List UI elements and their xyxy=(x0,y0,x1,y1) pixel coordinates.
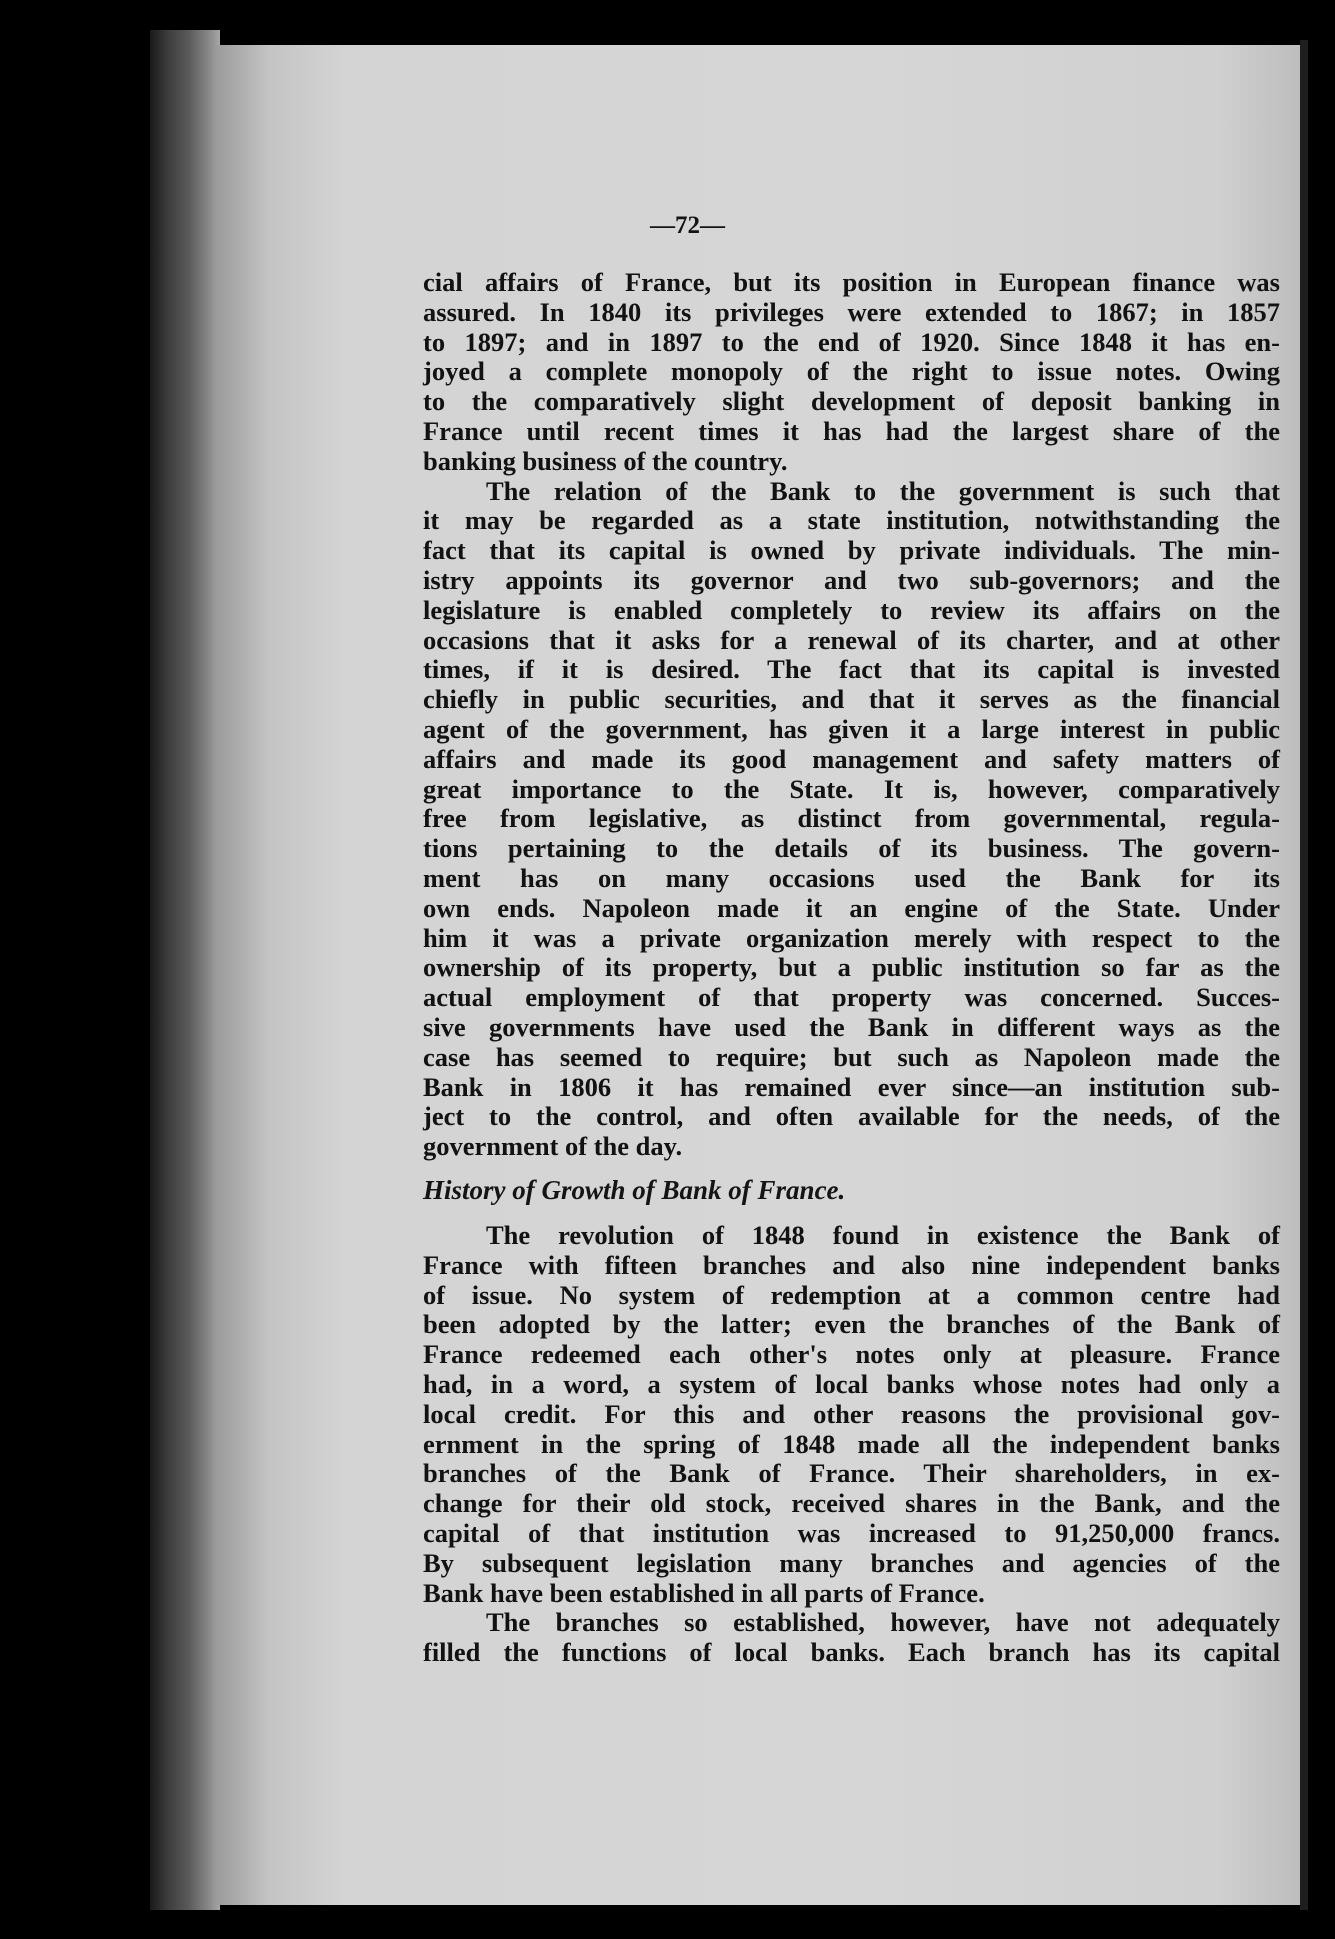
text-line: had, in a word, a system of local banks whose notes had only a xyxy=(423,1368,1280,1399)
text-line: him it was a private organization merely with respect to the xyxy=(423,922,1280,953)
text-line: been adopted by the latter; even the branches of the Bank of xyxy=(423,1309,1280,1340)
book-spine xyxy=(150,30,220,1910)
text-line: fact that its capital is owned by private individuals. The min- xyxy=(423,535,1280,566)
text-line: France with fifteen branches and also nine independent banks xyxy=(423,1249,1280,1280)
text-line: cial affairs of France, but its position in European finance was xyxy=(423,267,1280,297)
text-line: it may be regarded as a state institution, notwithstanding the xyxy=(423,505,1280,536)
text-line: Bank in 1806 it has remained ever since—an institution sub- xyxy=(423,1071,1280,1102)
text-line: times, if it is desired. The fact that its capital is invested xyxy=(423,654,1280,685)
text-line: ownership of its property, but a public institution so far as the xyxy=(423,952,1280,983)
text-line: legislature is enabled completely to review its affairs on the xyxy=(423,594,1280,625)
text-line: agent of the government, has given it a large interest in public xyxy=(423,713,1280,744)
text-line: of issue. No system of redemption at a common centre had xyxy=(423,1279,1280,1310)
paragraph-1 xyxy=(423,268,1280,477)
paragraph-4 xyxy=(423,1608,1280,1668)
text-line: banking business of the country. xyxy=(423,445,788,476)
text-line: to the comparatively slight development of deposit banking in xyxy=(423,386,1280,417)
text-line: France redeemed each other's notes only at pleasure. France xyxy=(423,1339,1280,1370)
text-line: assured. In 1840 its privileges were extended to 1867; in 1857 xyxy=(423,296,1280,327)
text-line: to 1897; and in 1897 to the end of 1920. Since 1848 it has en- xyxy=(423,326,1280,357)
paragraph-2 xyxy=(423,477,1280,1162)
text-line: istry appoints its governor and two sub-governors; and the xyxy=(423,564,1280,595)
text-line: branches of the Bank of France. Their shareholders, in ex- xyxy=(423,1458,1280,1489)
text-line: The branches so established, however, have not adequately xyxy=(486,1607,1280,1638)
text-line: own ends. Napoleon made it an engine of the State. Under xyxy=(423,892,1280,923)
paragraph-3 xyxy=(423,1221,1280,1608)
text-line: occasions that it asks for a renewal of its charter, and at other xyxy=(423,624,1280,655)
text-line: France until recent times it has had the largest share of the xyxy=(423,415,1280,446)
text-line: great importance to the State. It is, however, comparatively xyxy=(423,773,1280,804)
text-line: ernment in the spring of 1848 made all the independent banks xyxy=(423,1428,1280,1459)
text-line: filled the functions of local banks. Each branch has its capital xyxy=(423,1637,1280,1668)
page-edge-shadow xyxy=(1300,40,1308,1910)
text-line: joyed a complete monopoly of the right to issue notes. Owing xyxy=(423,356,1280,387)
text-line: Bank have been established in all parts of France. xyxy=(423,1577,985,1608)
text-line: chiefly in public securities, and that it serves as the financial xyxy=(423,684,1280,715)
text-line: capital of that institution was increased to 91,250,000 francs. xyxy=(423,1517,1280,1548)
page-number: —72— xyxy=(650,212,725,239)
text-line: ment has on many occasions used the Bank for its xyxy=(423,862,1280,893)
text-line: tions pertaining to the details of its business. The govern- xyxy=(423,833,1280,864)
body-text-top xyxy=(423,268,1280,1162)
text-line: The relation of the Bank to the government is such that xyxy=(486,475,1280,506)
text-line: The revolution of 1848 found in existence the Bank of xyxy=(486,1220,1280,1250)
text-line: affairs and made its good management and safety matters of xyxy=(423,743,1280,774)
text-line: ject to the control, and often available for the needs, of the xyxy=(423,1101,1280,1132)
body-text-bottom xyxy=(423,1221,1280,1668)
text-line: change for their old stock, received shares in the Bank, and the xyxy=(423,1488,1280,1519)
text-line: local credit. For this and other reasons the provisional gov- xyxy=(423,1398,1280,1429)
text-line: By subsequent legislation many branches and agencies of the xyxy=(423,1547,1280,1578)
text-line: case has seemed to require; but such as Napoleon made the xyxy=(423,1041,1280,1072)
text-line: sive governments have used the Bank in different ways as the xyxy=(423,1011,1280,1042)
text-line: actual employment of that property was concerned. Succes- xyxy=(423,982,1280,1013)
section-heading: History of Growth of Bank of France. xyxy=(423,1175,846,1205)
text-line: free from legislative, as distinct from governmental, regula- xyxy=(423,803,1280,834)
text-line: government of the day. xyxy=(423,1131,683,1162)
